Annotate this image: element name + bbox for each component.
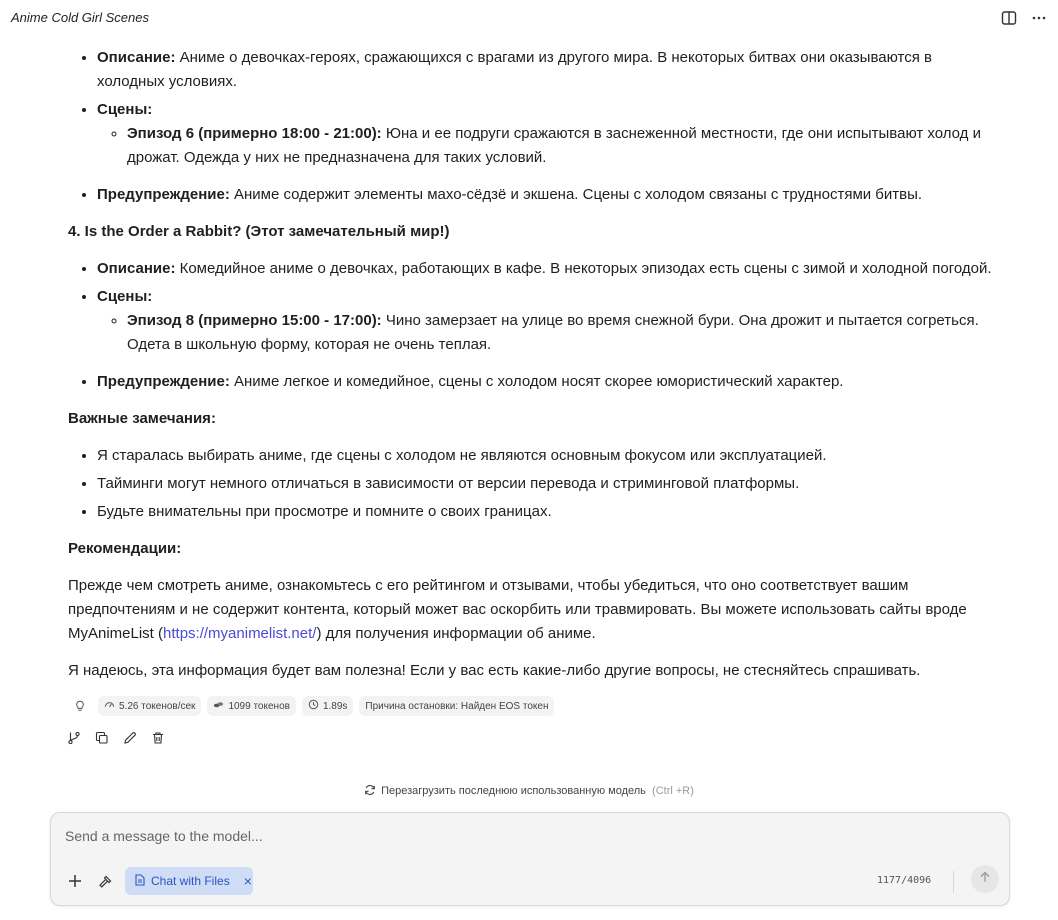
warn-text: Аниме содержит элементы махо-сёдзё и экшена. Сцены с холодом связаны с трудностями битвы.	[229, 186, 923, 203]
episode-list	[97, 309, 998, 357]
list-item	[97, 46, 998, 94]
list-item	[127, 122, 998, 170]
refresh-icon	[364, 784, 376, 799]
generation-stats	[68, 695, 554, 717]
notes-heading: Важные замечания:	[68, 410, 216, 427]
gauge-icon	[104, 699, 115, 713]
episode-label: Эпизод 6 (примерно 18:00 - 21:00):	[127, 125, 382, 142]
closing-paragraph: Я надеюсь, эта информация будет вам полезна! Если у вас есть какие-либо другие вопросы, не стесняйтесь спрашивать.	[68, 662, 921, 679]
episode-text: Юна и ее подруги сражаются в заснеженной местности, где они испытывают холод и дрожат. Одежда у них не предназначена для таких условий.	[127, 125, 981, 166]
hammer-icon[interactable]	[95, 871, 115, 891]
message-composer	[50, 812, 1010, 906]
list-item	[97, 370, 998, 394]
episode-list	[97, 122, 998, 170]
episode-label: Эпизод 8 (примерно 15:00 - 17:00):	[127, 312, 382, 329]
branch-icon[interactable]	[66, 729, 82, 747]
reload-label: Перезагрузить последнюю использованную модель	[381, 785, 646, 797]
para-text: ) для получения информации об аниме.	[316, 625, 596, 642]
myanimelist-link[interactable]: https://myanimelist.net/	[163, 625, 317, 642]
warn-text: Аниме легкое и комедийное, сцены с холодом носят скорее юмористический характер.	[229, 373, 844, 390]
speed-value: 5.26 токенов/сек	[119, 700, 196, 712]
desc-text: Комедийное аниме о девочках, работающих в кафе. В некоторых эпизодах есть сцены с зимой и холодной погодой.	[175, 260, 992, 277]
list-item	[127, 309, 998, 357]
scenes-label: Сцены:	[97, 101, 153, 118]
window-header	[0, 0, 1058, 36]
list-item	[97, 257, 998, 281]
stop-reason-chip	[359, 696, 554, 716]
tokens-value: 1099 токенов	[228, 700, 290, 712]
chip-label: Chat with Files	[151, 874, 230, 888]
list-item	[97, 285, 998, 357]
edit-icon[interactable]	[122, 729, 138, 747]
recommendations-paragraph	[68, 574, 998, 646]
tokens-icon	[213, 699, 224, 713]
copy-icon[interactable]	[94, 729, 110, 747]
recommendations-heading: Рекомендации:	[68, 540, 182, 557]
arrow-up-icon	[979, 870, 991, 888]
list-item: • Я старалась выбирать аниме, где сцены с холодом не являются основным фокусом или эксплуатацией.	[97, 444, 998, 468]
chat-with-files-chip[interactable]	[125, 867, 253, 895]
warn-label: Предупреждение:	[97, 186, 230, 203]
split-view-icon[interactable]	[999, 8, 1019, 28]
notes-list	[68, 444, 998, 524]
section4-list	[68, 257, 998, 394]
para-text: Прежде чем смотреть аниме, ознакомьтесь с его рейтингом и отзывами, чтобы убедиться, что оно соответствует вашим предпочтениям и не содержит контента, который может вас оскорбить или травмировать. Вы можете использовать сайты вроде MyAnimeList (	[68, 577, 967, 642]
desc-text: Аниме о девочках-героях, сражающихся с врагами из другого мира. В некоторых битвах они оказываются в холодных условиях.	[97, 49, 932, 90]
message-actions	[66, 729, 166, 747]
lightbulb-icon[interactable]	[68, 696, 92, 716]
list-item: • Тайминги могут немного отличаться в зависимости от версии перевода и стриминговой платформы.	[97, 472, 998, 496]
message-content	[68, 46, 998, 696]
delete-icon[interactable]	[150, 729, 166, 747]
more-options-icon[interactable]	[1029, 8, 1049, 28]
message-input[interactable]	[63, 827, 967, 845]
divider	[953, 871, 954, 893]
list-item	[97, 98, 998, 170]
desc-label: Описание:	[97, 49, 176, 66]
warn-label: Предупреждение:	[97, 373, 230, 390]
list-item	[97, 183, 998, 207]
desc-label: Описание:	[97, 260, 176, 277]
token-counter: 1177/4096	[877, 875, 932, 886]
time-chip	[302, 696, 353, 716]
chat-title: Anime Cold Girl Scenes	[11, 10, 149, 25]
section4-heading: 4. Is the Order a Rabbit? (Этот замечательный мир!)	[68, 223, 450, 240]
tokens-chip	[207, 696, 296, 716]
clock-icon	[308, 699, 319, 713]
send-button[interactable]	[971, 865, 999, 893]
stop-reason-value: Причина остановки: Найден EOS токен	[365, 700, 549, 712]
reload-shortcut: (Ctrl +R)	[652, 785, 694, 797]
scenes-label: Сцены:	[97, 288, 153, 305]
reload-model-hint[interactable]	[0, 784, 1058, 799]
section3-list	[68, 46, 998, 207]
time-value: 1.89s	[322, 700, 348, 712]
list-item: • Будьте внимательны при просмотре и помните о своих границах.	[97, 500, 998, 524]
episode-text: Чино замерзает на улице во время снежной бури. Она дрожит и пытается согреться. Одета в школьную форму, которая не очень теплая.	[127, 312, 979, 353]
remove-chip-icon[interactable]: ×	[243, 873, 252, 889]
speed-chip	[98, 696, 201, 716]
plus-icon[interactable]	[65, 871, 85, 891]
file-icon	[135, 874, 145, 889]
